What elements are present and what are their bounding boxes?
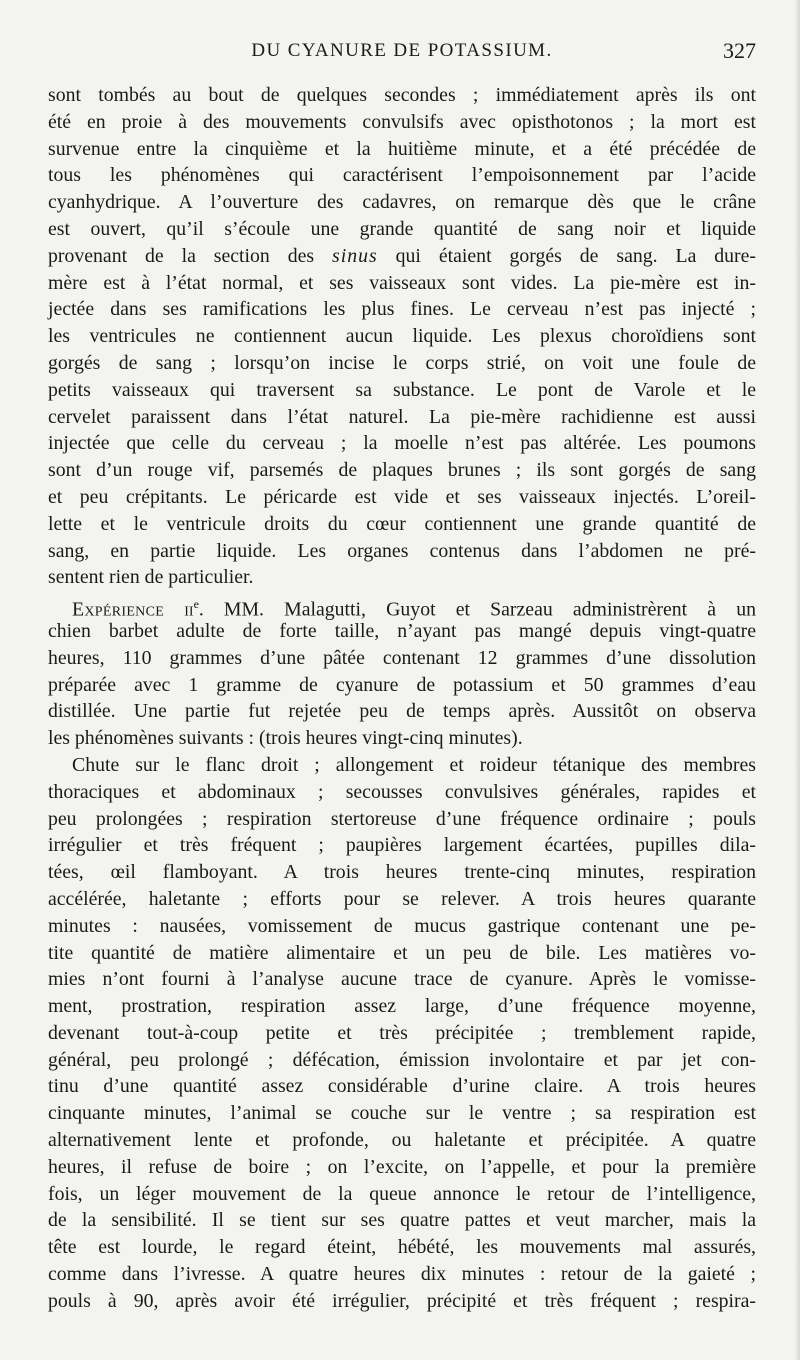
text-line: tées, œil flamboyant. A trois heures trente-cinq minutes, respiration [48,861,756,884]
text-line: chien barbet adulte de forte taille, n’ayant pas mangé depuis vingt-quatre [48,619,756,642]
text-line: général, peu prolongé ; défécation, émission involontaire et par jet con- [48,1048,756,1071]
experiment-first-line: MM. Malagutti, Guyot et Sarzeau administrèrent à un [223,598,756,621]
text-line: cervelet paraissent dans l’état naturel. La pie-mère rachidienne est aussi [48,405,756,428]
text-line: distillée. Une partie fut rejetée peu de temps après. Aussitôt on observa [48,700,756,723]
text-line: peu prolongées ; respiration stertoreuse d’une fréquence ordinaire ; pouls [48,807,756,830]
text-line: sont d’un rouge vif, parsemés de plaques brunes ; ils sont gorgés de sang [48,459,756,482]
text-line: heures, 110 grammes d’une pâtée contenant 12 grammes d’une dissolution [48,646,756,669]
text-line: provenant de la section des sinus qui étaient gorgés de sang. La dure- [48,244,757,267]
text-line: de la sensibilité. Il se tient sur ses quatre pattes et veut marcher, mais la [48,1209,756,1232]
italic-term: sinus [332,244,378,267]
text-line: les phénomènes suivants : (trois heures vingt-cinq minutes). [48,727,523,750]
experiment-number: ii [184,598,194,621]
paragraph-observations [48,752,756,1315]
text-line: est ouvert, qu’il s’écoule une grande quantité de sang noir et liquide [48,217,756,240]
text-line: alternativement lente et profonde, ou haletante et précipitée. A quatre [48,1129,756,1152]
text-line: les ventricules ne contiennent aucun liquide. Les plexus choroïdiens sont [48,325,756,348]
text-line: sont tombés au bout de quelques secondes ; immédiatement après ils ont [48,84,756,106]
text-line: fois, un léger mouvement de la queue annonce le retour de l’intelligence, [48,1182,756,1205]
text-line: tite quantité de matière alimentaire et un peu de bile. Les matières vo- [48,941,756,964]
paragraph-continued [48,82,756,591]
text-line: thoraciques et abdominaux ; secousses convulsives générales, rapides et [48,780,756,803]
text-line: préparée avec 1 gramme de cyanure de potassium et 50 grammes d’eau [48,673,756,696]
text-line: sang, en partie liquide. Les organes contenus dans l’abdomen ne pré- [48,539,756,562]
text-line: minutes : nausées, vomissement de mucus gastrique contenant une pe- [48,914,756,937]
text-line: lette et le ventricule droits du cœur contiennent une grande quantité de [48,512,756,535]
paragraph-experiment [48,618,756,752]
text-line: et peu crépitants. Le péricarde est vide et ses vaisseaux injectés. L’oreil- [48,485,756,508]
text-line: survenue entre la cinquième et la huitième minute, et a été précédée de [48,137,756,160]
text-line: jectée dans ses ramifications les plus fines. Le cerveau n’est pas injecté ; [48,298,756,321]
running-title: DU CYANURE DE POTASSIUM. [251,40,553,61]
experiment-label: Expérience [72,598,165,621]
text-line: accélérée, haletante ; efforts pour se relever. A trois heures quarante [48,887,756,910]
running-head [48,38,756,68]
text-line: irrégulier et très fréquent ; paupières largement écartées, pupilles dila- [48,834,756,857]
text-line: cyanhydrique. A l’ouverture des cadavres, on remarque dès que le crâne [48,191,756,214]
text-line: mère est à l’état normal, et ses vaisseaux sont vides. La pie-mère est in- [48,271,756,294]
page-body [48,82,756,1315]
text-line: tous les phénomènes qui caractérisent l’empoisonnement par l’acide [48,164,756,187]
text-line: comme dans l’ivresse. A quatre heures dix minutes : retour de la gaieté ; [48,1263,756,1286]
text-line: pouls à 90, après avoir été irrégulier, précipité et très fréquent ; respira- [48,1289,756,1312]
text-line: sentent rien de particulier. [48,566,254,589]
text-line: Chute sur le flanc droit ; allongement et roideur tétanique des membres [72,753,756,776]
experiment-number-sup: e [193,597,199,612]
text-line: devenant tout-à-coup petite et très précipitée ; tremblement rapide, [48,1021,756,1044]
page-number: 327 [723,38,756,63]
text-line: tinu d’une quantité assez considérable d’urine claire. A trois heures [48,1075,756,1098]
page-edge-shadow [794,0,800,1360]
experiment-heading-line: Expérience $ii^e$. MM. Malagutti, Guyot et Sarzeau administrèrent à un [72,597,756,621]
text-line: été en proie à des mouvements convulsifs avec opisthotonos ; la mort est [48,110,756,133]
text-line: petits vaisseaux qui traversent sa substance. Le pont de Varole et le [48,378,756,401]
text-line: tête est lourde, le regard éteint, hébété, les mouvements mal assurés, [48,1236,756,1259]
text-line: ment, prostration, respiration assez large, d’une fréquence moyenne, [48,995,756,1018]
text-line: mies n’ont fourni à l’analyse aucune trace de cyanure. Après le vomisse- [48,968,756,991]
text-line: injectée que celle du cerveau ; la moelle n’est pas altérée. Les poumons [48,432,756,455]
text-line: cinquante minutes, l’animal se couche sur le ventre ; sa respiration est [48,1102,756,1125]
text-line: gorgés de sang ; lorsqu’on incise le corps strié, on voit une foule de [48,351,756,374]
text-line: heures, il refuse de boire ; on l’excite, on l’appelle, et pour la première [48,1155,756,1178]
